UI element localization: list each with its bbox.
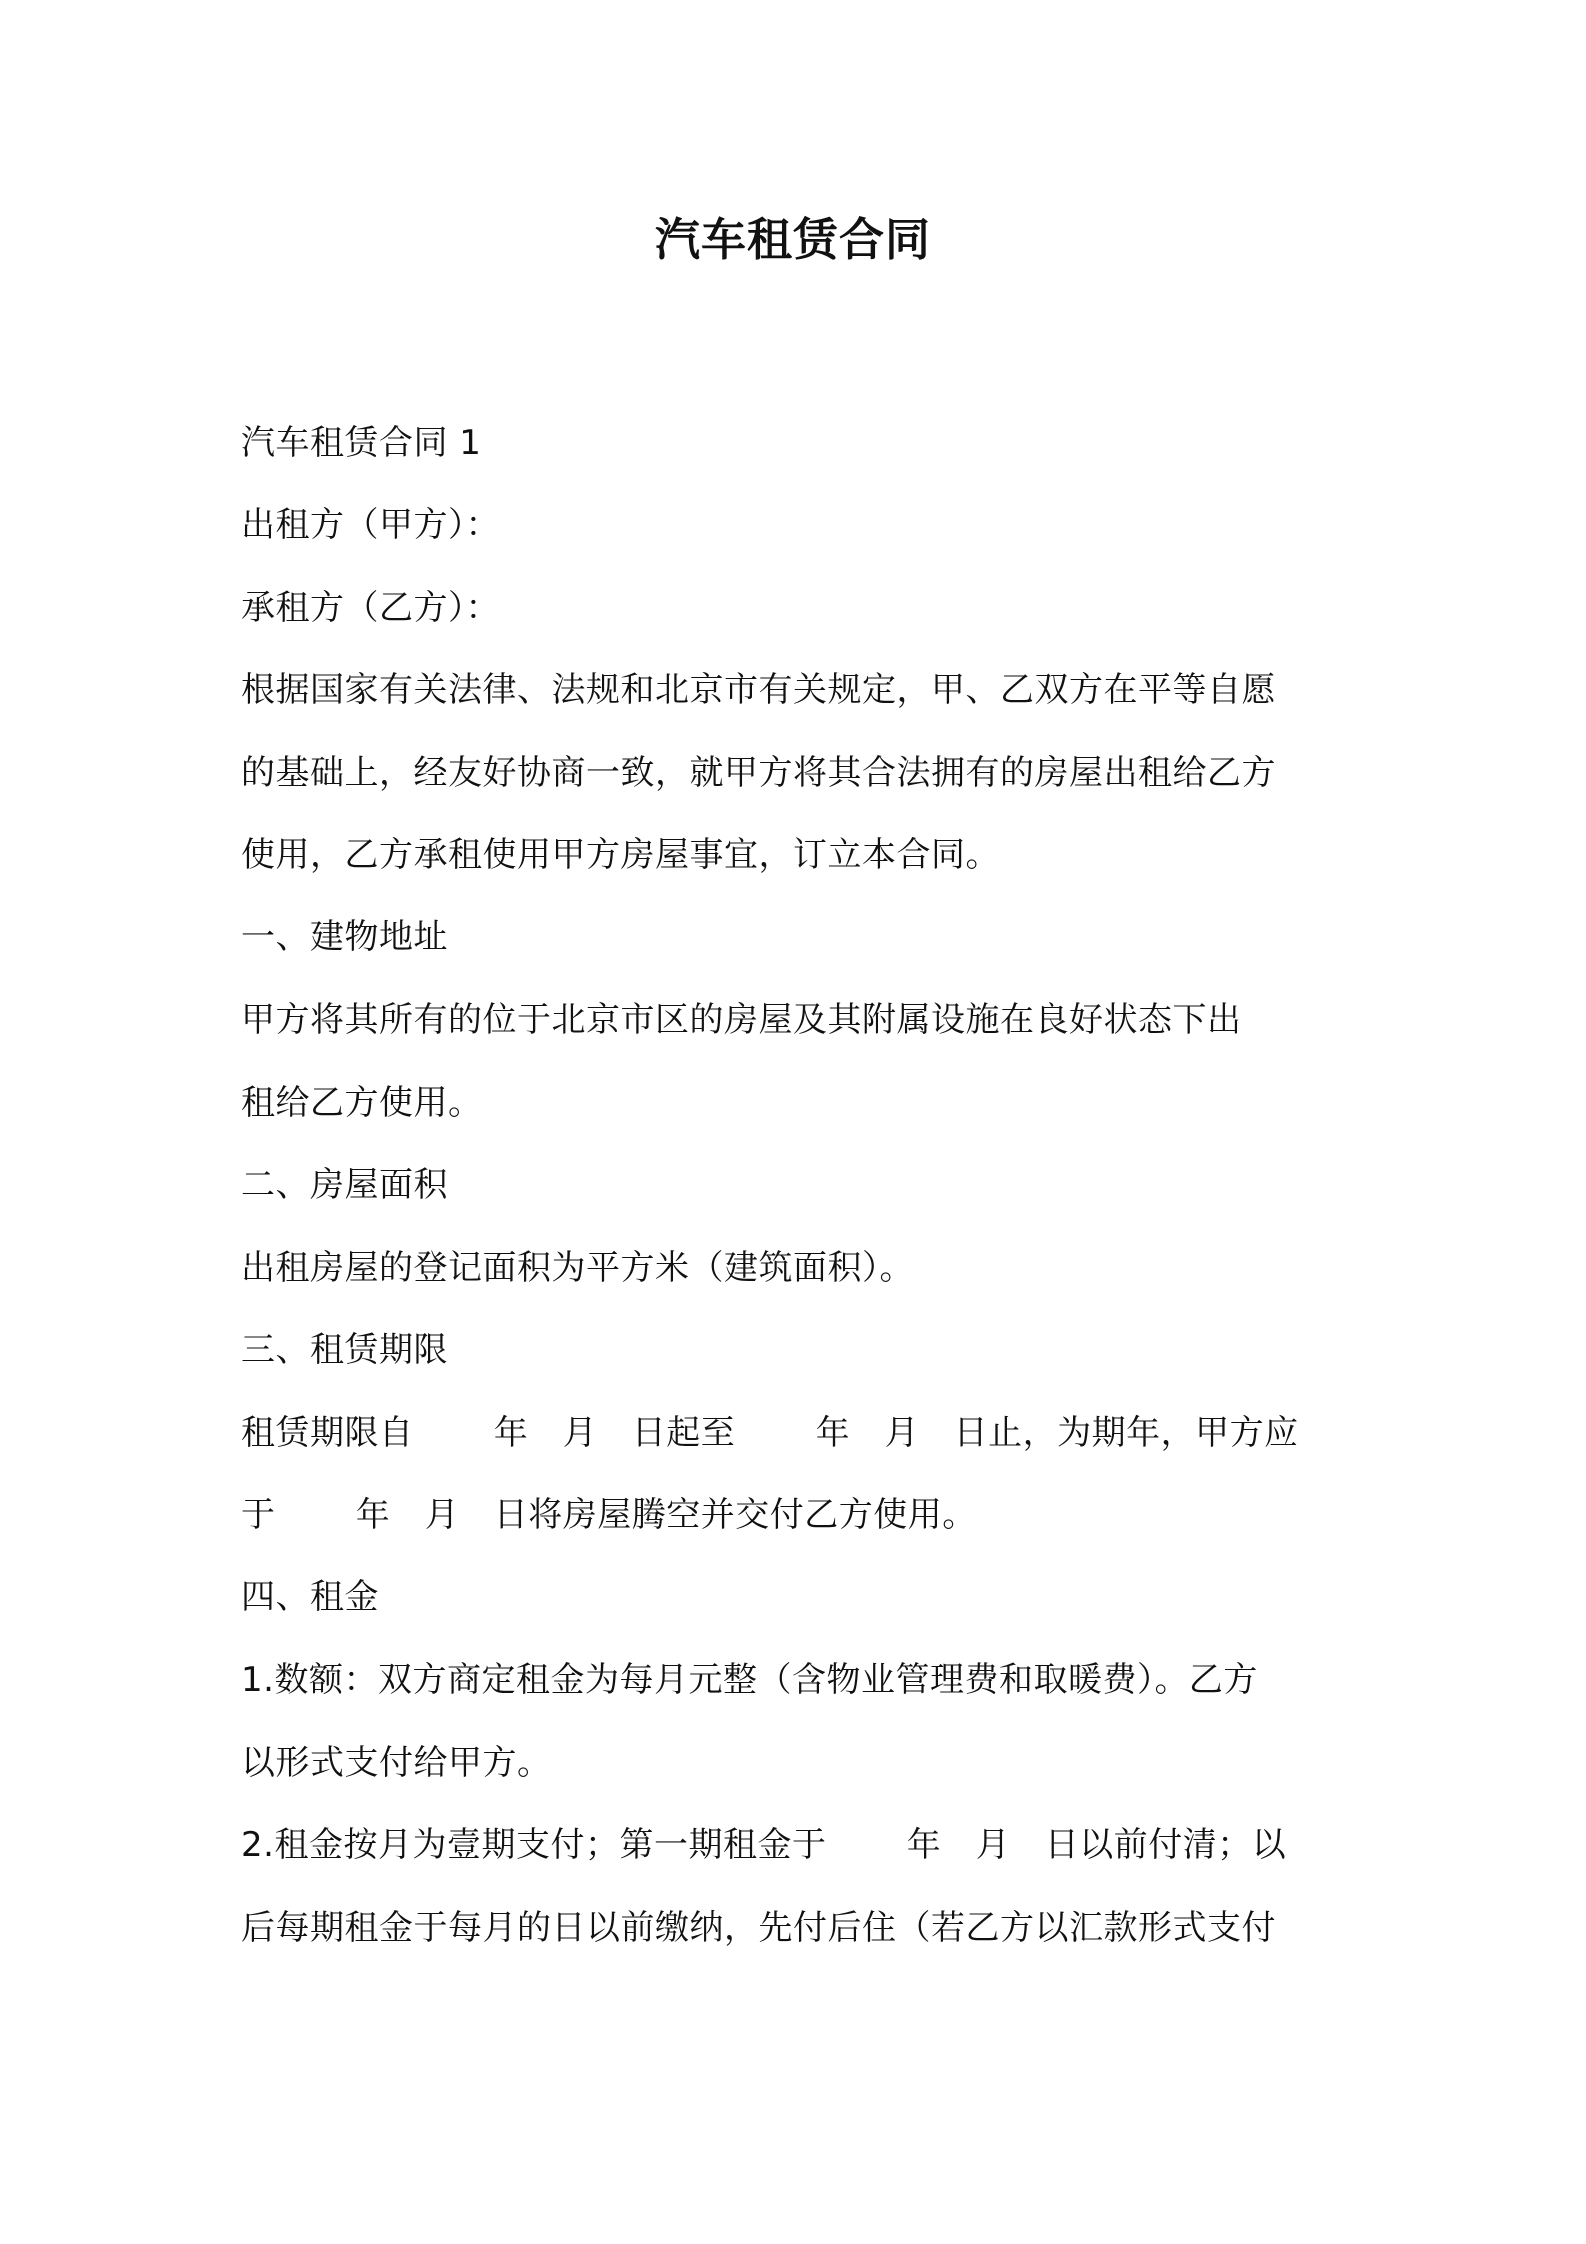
paragraph-line: 1.数额：双方商定租金为每月元整（含物业管理费和取暖费）。乙方 (241, 1660, 1258, 1700)
section-heading-address: 一、建物地址 (241, 917, 448, 957)
paragraph-line: 的基础上，经友好协商一致，就甲方将其合法拥有的房屋出租给乙方 (241, 753, 1276, 793)
section-heading-term: 三、租赁期限 (241, 1330, 448, 1370)
paragraph-line: 租给乙方使用。 (241, 1083, 483, 1123)
paragraph-line: 以形式支付给甲方。 (241, 1743, 552, 1783)
paragraph-line: 2.租金按月为壹期支付；第一期租金于 年 月 日以前付清；以 (241, 1825, 1287, 1865)
paragraph-line: 使用，乙方承租使用甲方房屋事宜，订立本合同。 (241, 835, 1000, 875)
section-heading-rent: 四、租金 (241, 1577, 379, 1617)
paragraph-line: 出租房屋的登记面积为平方米（建筑面积）。 (241, 1248, 914, 1288)
lessor-label: 出租方（甲方）： (241, 505, 500, 545)
paragraph-line: 于 年 月 日将房屋腾空并交付乙方使用。 (241, 1495, 977, 1535)
section-heading-contract-1: 汽车租赁合同 1 (241, 423, 482, 463)
document-title: 汽车租赁合同 (654, 213, 931, 266)
paragraph-line: 根据国家有关法律、法规和北京市有关规定，甲、乙双方在平等自愿 (241, 670, 1276, 710)
paragraph-line: 甲方将其所有的位于北京市区的房屋及其附属设施在良好状态下出 (241, 1000, 1242, 1040)
paragraph-line: 后每期租金于每月的日以前缴纳，先付后住（若乙方以汇款形式支付 (241, 1908, 1276, 1948)
paragraph-line: 租赁期限自 年 月 日起至 年 月 日止，为期年，甲方应 (241, 1413, 1299, 1453)
lessee-label: 承租方（乙方）： (241, 588, 500, 628)
section-heading-area: 二、房屋面积 (241, 1165, 448, 1205)
